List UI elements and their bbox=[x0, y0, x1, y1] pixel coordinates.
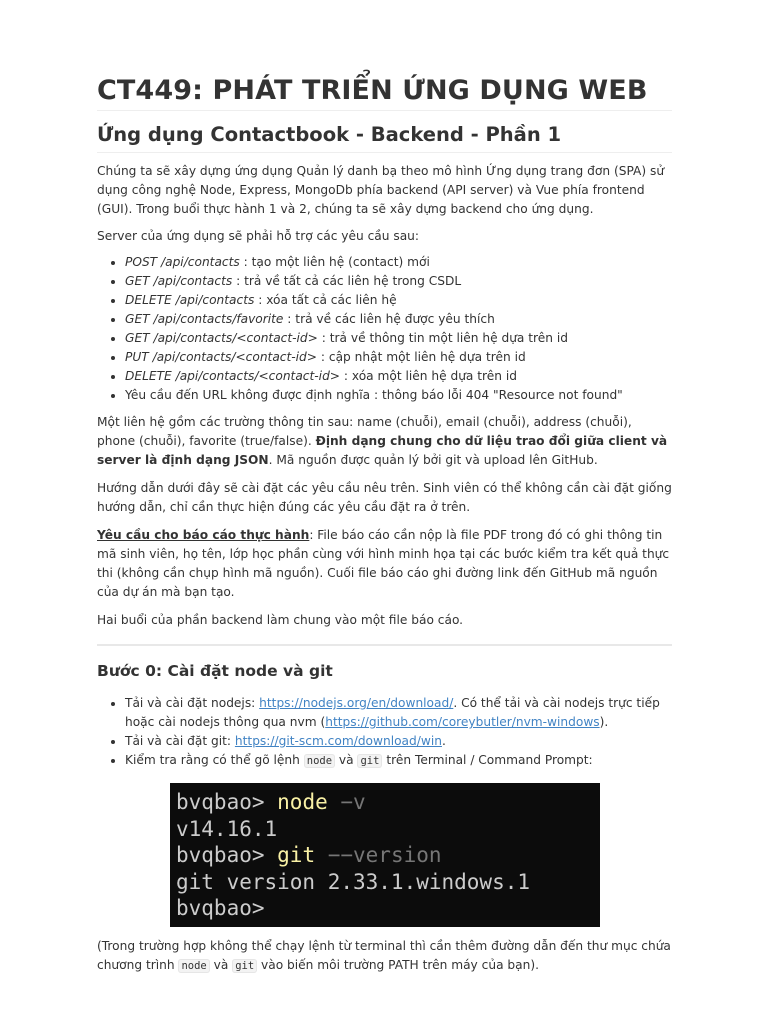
endpoint-route: PUT /api/contacts/<contact-id> bbox=[125, 350, 318, 364]
fields-text: Một liên hệ gồm các trường thông tin sau: name (chuỗi), email (chuỗi), address (chuỗi), phone (chuỗi), favorite (true/false). bbox=[97, 415, 632, 448]
inline-code: git bbox=[357, 754, 382, 768]
server-intro-paragraph: Server của ứng dụng sẽ phải hỗ trợ các yêu cầu sau: bbox=[97, 229, 420, 243]
terminal-line bbox=[176, 789, 594, 816]
report-label: Yêu cầu cho báo cáo thực hành bbox=[97, 528, 310, 542]
nvm-windows-link[interactable]: https://github.com/coreybutler/nvm-windows bbox=[325, 715, 600, 729]
list-item bbox=[125, 329, 672, 348]
terminal-command: git bbox=[277, 843, 316, 867]
inline-code: node bbox=[304, 754, 335, 768]
endpoint-list bbox=[97, 253, 672, 405]
step-text: . bbox=[441, 734, 446, 748]
section-divider bbox=[97, 644, 672, 646]
terminal-argument: −v bbox=[327, 790, 366, 814]
list-item bbox=[125, 291, 672, 310]
endpoint-desc: : xóa một liên hệ dựa trên id bbox=[340, 369, 517, 383]
note-text: vào biến môi trường PATH trên máy của bạn). bbox=[257, 958, 539, 972]
two-sessions-paragraph: Hai buổi của phần backend làm chung vào một file báo cáo. bbox=[97, 613, 464, 627]
list-item bbox=[125, 253, 672, 272]
inline-code: git bbox=[232, 959, 257, 973]
endpoint-route: GET /api/contacts bbox=[125, 274, 233, 288]
step-text: . Có thể tải và cài nodejs trực tiếp hoặc cài nodejs thông qua nvm ( bbox=[125, 696, 660, 729]
note-text: và bbox=[209, 958, 233, 972]
endpoint-desc: : trả về các liên hệ được yêu thích bbox=[283, 312, 495, 326]
terminal-line: git version 2.33.1.windows.1 bbox=[176, 869, 531, 894]
endpoint-route: POST /api/contacts bbox=[125, 255, 240, 269]
endpoint-desc: : trả về tất cả các liên hệ trong CSDL bbox=[232, 274, 462, 288]
terminal-screenshot bbox=[170, 783, 600, 927]
step-text: Tải và cài đặt git: bbox=[125, 734, 235, 748]
page-title: CT449: PHÁT TRIỂN ỨNG DỤNG WEB bbox=[97, 72, 672, 111]
report-paragraph bbox=[97, 526, 672, 602]
endpoint-route: DELETE /api/contacts/<contact-id> bbox=[125, 369, 341, 383]
list-item bbox=[125, 272, 672, 291]
guide-paragraph: Hướng dẫn dưới đây sẽ cài đặt các yêu cầu nêu trên. Sinh viên có thể không cần cài đặt giống hướng dẫn, chỉ cần thực hiện đúng các yêu cầu đặt ra ở trên. bbox=[97, 481, 672, 514]
endpoint-desc: : tạo một liên hệ (contact) mới bbox=[239, 255, 430, 269]
step-text: và bbox=[335, 753, 358, 767]
endpoint-route: DELETE /api/contacts bbox=[125, 293, 255, 307]
terminal-command: node bbox=[277, 790, 328, 814]
terminal-prompt: bvqbao> bbox=[176, 843, 278, 867]
endpoint-route: GET /api/contacts/<contact-id> bbox=[125, 331, 318, 345]
document-page bbox=[97, 72, 672, 976]
json-format-note: Định dạng chung cho dữ liệu trao đổi giữa client và server là định dạng JSON bbox=[97, 434, 668, 467]
report-text: : File báo cáo cần nộp là file PDF trong đó có ghi thông tin mã sinh viên, họ tên, lớp học phần cùng với hình minh họa tại các bước kiểm tra kết quả thực thi (không cần chụp hình mã nguồn). Cuối file báo cáo ghi đường link đến GitHub mã nguồn của dự án mà bạn tạo. bbox=[97, 528, 670, 599]
endpoint-desc: : cập nhật một liên hệ dựa trên id bbox=[317, 350, 526, 364]
endpoint-route: GET /api/contacts/favorite bbox=[125, 312, 284, 326]
step0-list bbox=[97, 694, 672, 771]
step0-heading: Bước 0: Cài đặt node và git bbox=[97, 662, 333, 680]
fields-paragraph bbox=[97, 413, 672, 470]
list-item: • Yêu cầu đến URL không được định nghĩa : thông báo lỗi 404 "Resource not found" bbox=[125, 386, 672, 405]
terminal-line bbox=[176, 842, 594, 869]
endpoint-desc: : trả về thông tin một liên hệ dựa trên id bbox=[317, 331, 569, 345]
terminal-line: v14.16.1 bbox=[176, 816, 278, 841]
list-item bbox=[125, 367, 672, 386]
fields-text-end: . Mã nguồn được quản lý bởi git và upload lên GitHub. bbox=[268, 453, 598, 467]
page-subtitle: Ứng dụng Contactbook - Backend - Phần 1 bbox=[97, 120, 672, 153]
endpoint-desc: : xóa tất cả các liên hệ bbox=[254, 293, 397, 307]
list-item bbox=[125, 732, 672, 751]
list-item bbox=[125, 348, 672, 367]
git-download-link[interactable]: https://git-scm.com/download/win bbox=[234, 734, 442, 748]
terminal-line: bvqbao> bbox=[176, 896, 265, 920]
step-text: ). bbox=[599, 715, 609, 729]
step-text: trên Terminal / Command Prompt: bbox=[382, 753, 593, 767]
list-item bbox=[125, 694, 672, 732]
note-paragraph bbox=[97, 937, 672, 976]
list-item bbox=[125, 310, 672, 329]
intro-paragraph: Chúng ta sẽ xây dựng ứng dụng Quản lý danh bạ theo mô hình Ứng dụng trang đơn (SPA) sử dụng công nghệ Node, Express, MongoDb phía backend (API server) và Vue phía frontend (GUI). Trong buổi thực hành 1 và 2, chúng ta sẽ xây dựng backend cho ứng dụng. bbox=[97, 164, 665, 216]
terminal-prompt: bvqbao> bbox=[176, 790, 278, 814]
list-item bbox=[125, 751, 672, 771]
terminal-argument: −−version bbox=[315, 843, 442, 867]
step-text: Tải và cài đặt nodejs: bbox=[125, 696, 260, 710]
nodejs-download-link[interactable]: https://nodejs.org/en/download/ bbox=[259, 696, 454, 710]
step-text: Kiểm tra rằng có thể gõ lệnh bbox=[125, 753, 304, 767]
note-text: (Trong trường hợp không thể chạy lệnh từ terminal thì cần thêm đường dẫn đến thư mục chứa chương trình bbox=[97, 939, 671, 972]
inline-code: node bbox=[178, 959, 209, 973]
